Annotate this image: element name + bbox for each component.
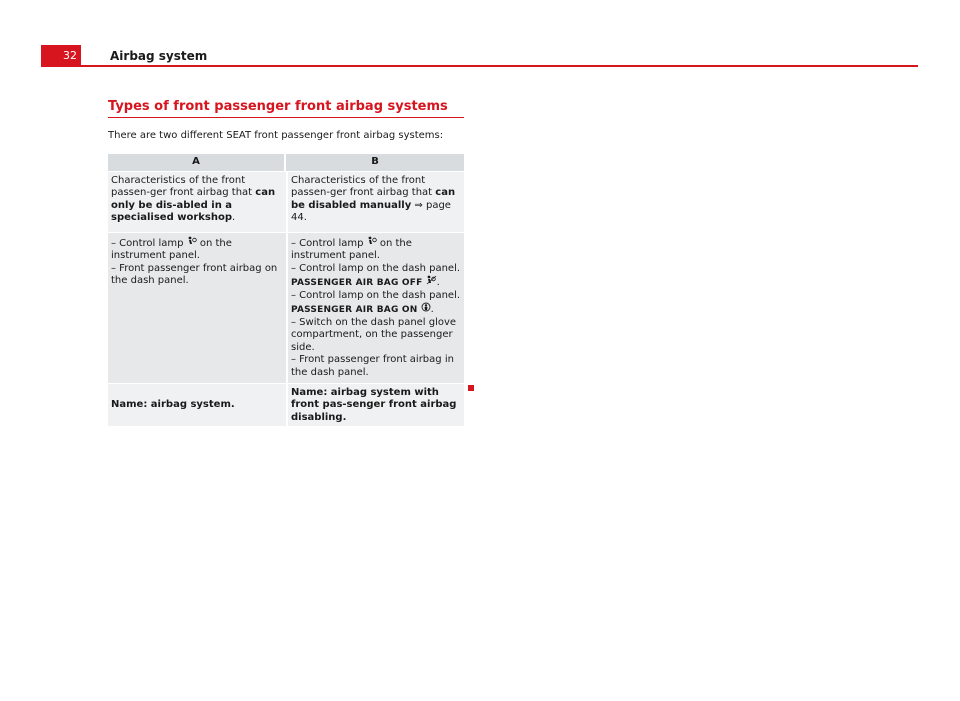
list-item	[111, 236, 283, 263]
item-text: – Control lamp	[111, 237, 187, 249]
item-text: on the instrument panel.	[111, 237, 232, 261]
header-divider	[81, 65, 918, 67]
list-item: PASSENGER AIR BAG ON .	[291, 304, 434, 315]
airbag-off-icon	[426, 275, 437, 290]
desc-b-page-ref: ⇒ page 44.	[291, 199, 451, 223]
desc-b-text: Characteristics of the front passen-ger front airbag that	[291, 174, 436, 198]
name-cell-a: Name: airbag system.	[108, 383, 286, 427]
list-item	[291, 236, 461, 263]
passenger-airbag-off-label: PASSENGER AIR BAG OFF	[291, 278, 423, 288]
desc-a-text: Characteristics of the front passen-ger front airbag that	[111, 174, 256, 198]
table-row	[108, 171, 464, 232]
list-item: – Front passenger front airbag in the dash panel.	[291, 354, 454, 378]
chapter-title: Airbag system	[110, 49, 208, 63]
column-header-a: A	[108, 154, 286, 171]
page-number: 32	[63, 49, 77, 62]
table-row	[108, 383, 464, 427]
list-item: – Control lamp on the dash panel.	[291, 262, 461, 274]
items-cell-a	[108, 232, 286, 383]
airbag-warning-icon	[367, 236, 377, 251]
list-item: PASSENGER AIR BAG OFF .	[291, 277, 440, 288]
item-text: on the instrument panel.	[291, 237, 412, 261]
list-item: – Front passenger front airbag on the dash panel.	[111, 262, 278, 286]
desc-b-emphasis: can be disabled manually	[291, 187, 456, 211]
list-item: – Control lamp on the dash panel.	[291, 289, 461, 301]
airbag-types-table	[108, 154, 464, 426]
items-cell-b	[286, 232, 464, 383]
item-text: – Control lamp	[291, 237, 367, 249]
name-cell-b: Name: airbag system with front pas-senger front airbag disabling.	[286, 383, 464, 427]
intro-text: There are two different SEAT front passenger front airbag systems:	[108, 130, 444, 141]
airbag-warning-icon	[187, 236, 197, 251]
column-header-b: B	[286, 154, 464, 171]
desc-a-end: .	[232, 212, 236, 223]
table-row	[108, 232, 464, 383]
desc-cell-a	[108, 171, 286, 232]
passenger-airbag-on-label: PASSENGER AIR BAG ON	[291, 305, 418, 315]
airbag-on-icon	[421, 302, 431, 317]
section-end-marker	[468, 385, 474, 391]
table-header-row	[108, 154, 464, 171]
list-item: – Switch on the dash panel glove compartment, on the passenger side.	[291, 316, 457, 353]
section-title: Types of front passenger front airbag systems	[108, 99, 448, 114]
desc-cell-b	[286, 171, 464, 232]
page-number-badge	[41, 45, 81, 67]
section-divider	[108, 117, 464, 118]
desc-a-emphasis: can only be dis-abled in a specialised workshop	[111, 187, 276, 223]
